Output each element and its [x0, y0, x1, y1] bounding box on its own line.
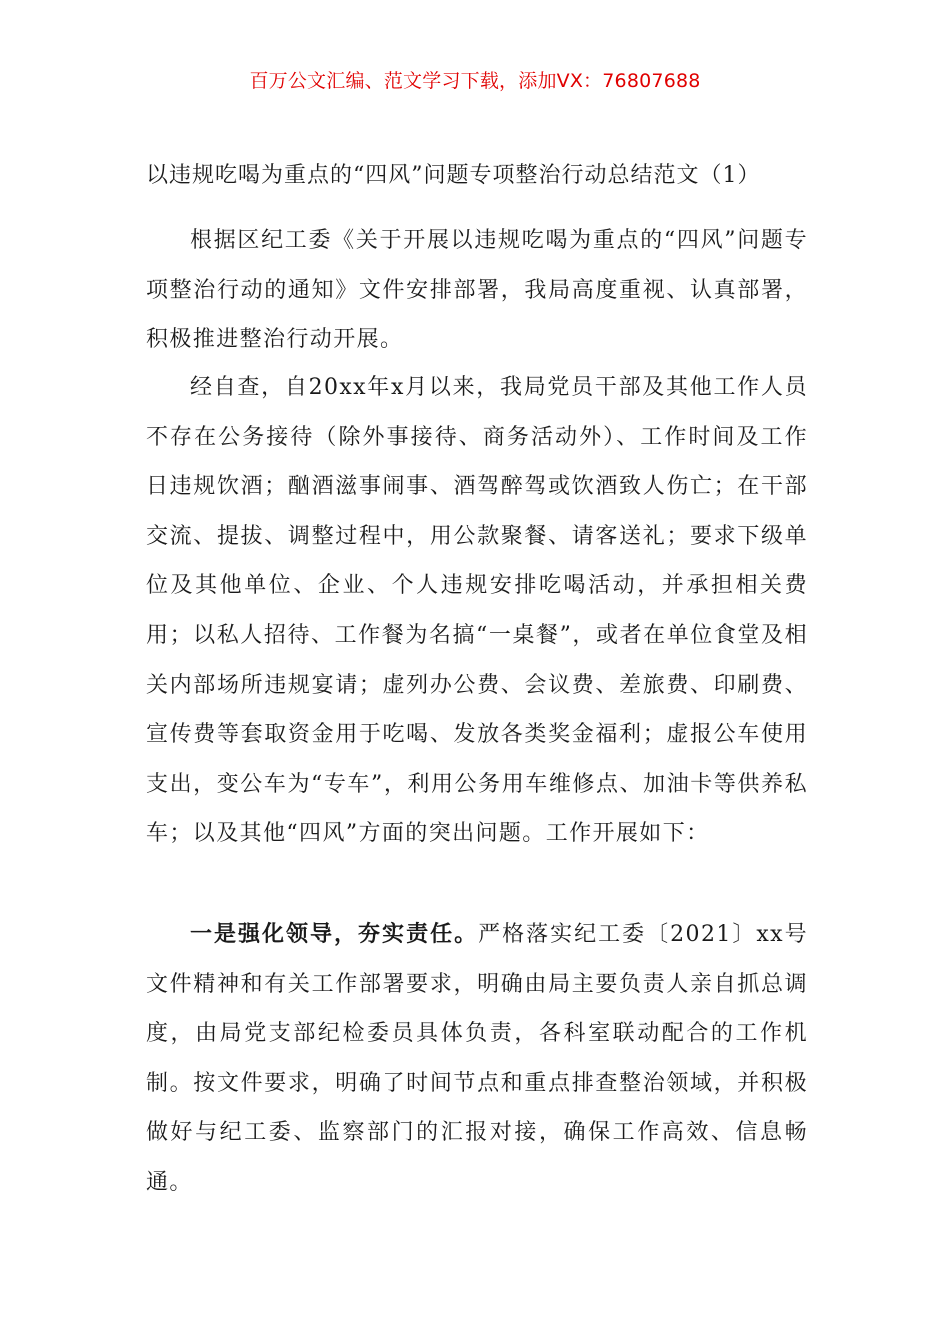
paragraph-2	[146, 363, 808, 859]
promo-banner: 百万公文汇编、范文学习下载，添加VX：76807688	[249, 70, 701, 92]
paragraph-text: 严格落实纪工委〔2021〕xx号文件精神和有关工作部署要求，明确由局主要负责人亲自抓总调度，由局党支部纪检委员具体负责，各科室联动配合的工作机制。按文件要求，明确了时间节点和重点排查整治领域，并积极做好与纪工委、监察部门的汇报对接，确保工作高效、信息畅通。	[146, 922, 808, 1195]
paragraph-1	[146, 216, 808, 365]
document-title: 以违规吃喝为重点的“四风”问题专项整治行动总结范文（1）	[146, 163, 761, 188]
paragraph-3	[146, 910, 808, 1208]
paragraph-text: 经自查，自20xx年x月以来，我局党员干部及其他工作人员不存在公务接待（除外事接待、商务活动外）、工作时间及工作日违规饮酒；酗酒滋事闹事、酒驾醉驾或饮酒致人伤亡；在干部交流、提拔、调整过程中，用公款聚餐、请客送礼；要求下级单位及其他单位、企业、个人违规安排吃喝活动，并承担相关费用；以私人招待、工作餐为名搞“一桌餐”，或者在单位食堂及相关内部场所违规宴请；虚列办公费、会议费、差旅费、印刷费、宣传费等套取资金用于吃喝、发放各类奖金福利；虚报公车使用支出，变公车为“专车”，利用公务用车维修点、加油卡等供养私车；以及其他“四风”方面的突出问题。工作开展如下：	[146, 375, 808, 847]
paragraph-text: 根据区纪工委《关于开展以违规吃喝为重点的“四风”问题专项整治行动的通知》文件安排部署，我局高度重视、认真部署，积极推进整治行动开展。	[146, 228, 808, 353]
paragraph-lead: 一是强化领导，夯实责任。	[190, 921, 479, 947]
